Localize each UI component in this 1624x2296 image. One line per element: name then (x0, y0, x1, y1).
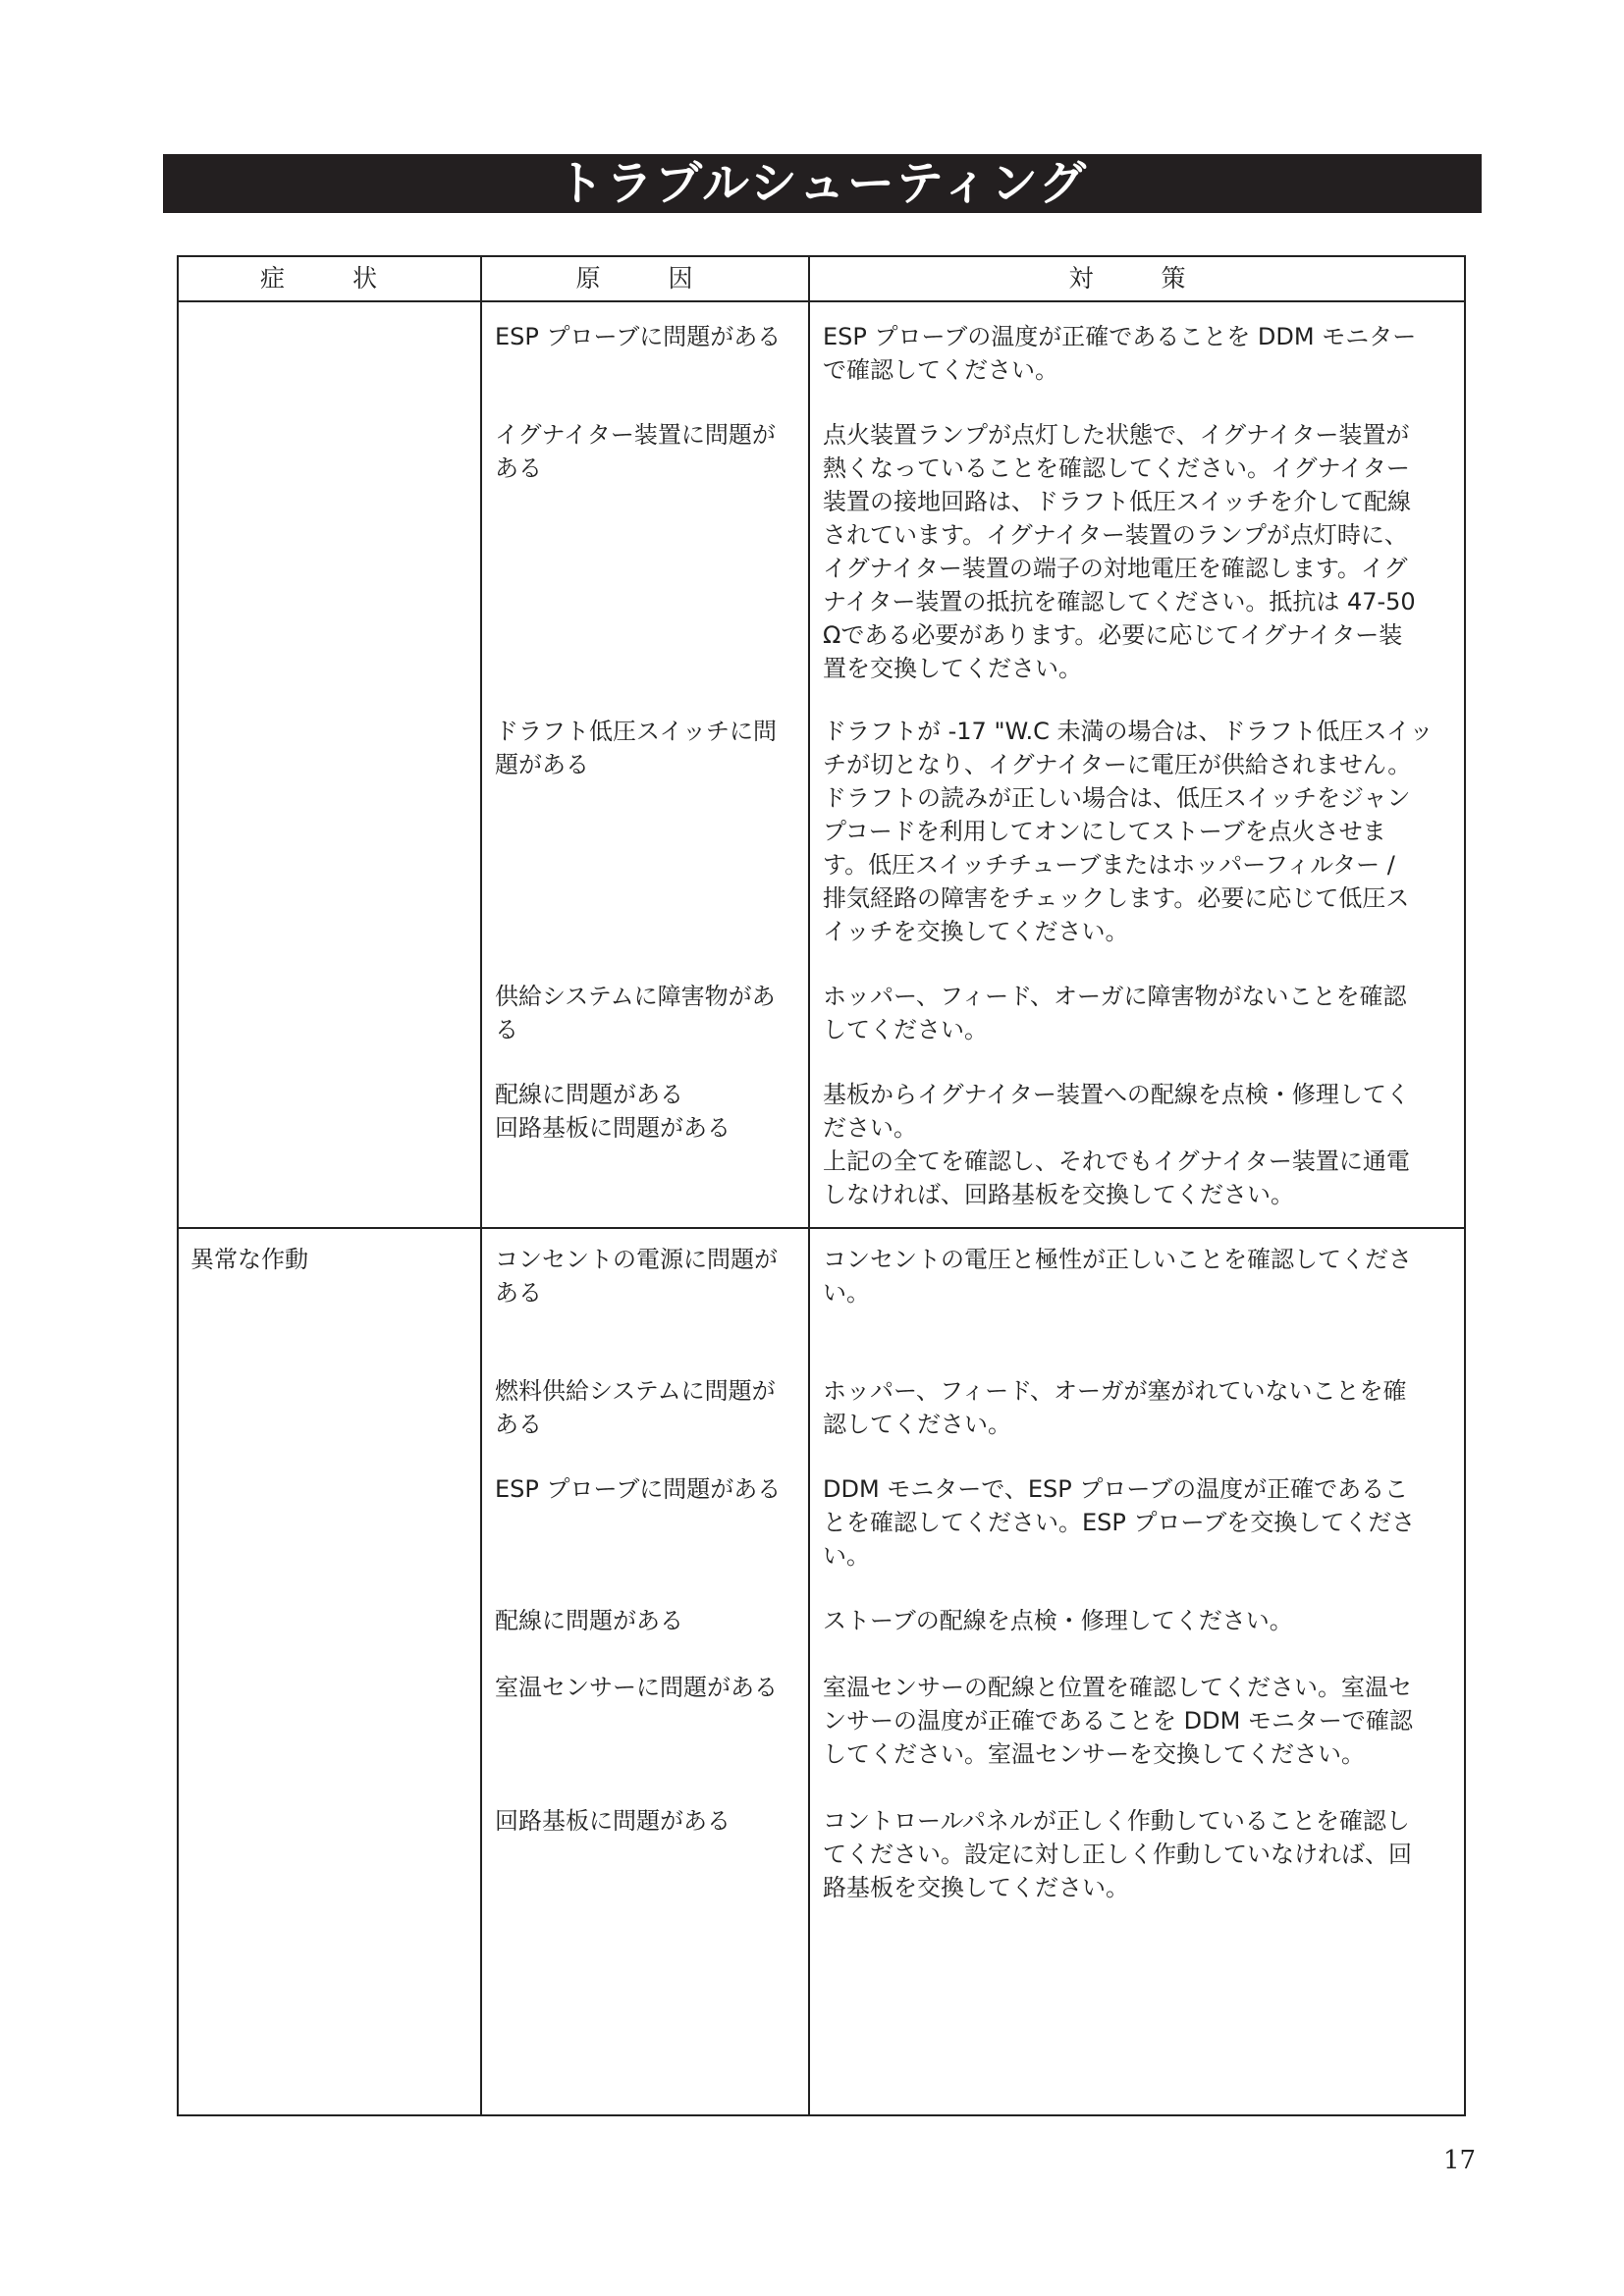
section-divider (179, 1227, 1464, 1229)
page-title: トラブルシューティング (163, 154, 1482, 213)
remedy-cell: ESP プローブの温度が正確であることを DDM モニター で確認してください。 (823, 323, 1417, 384)
remedy-cell: コンセントの電圧と極性が正しいことを確認してくださ い。 (823, 1246, 1412, 1307)
header-divider (179, 300, 1464, 302)
header-symptom: 症 状 (259, 264, 399, 293)
cause-cell: ESP プローブに問題がある (495, 323, 782, 350)
remedy-cell: ストーブの配線を点検・修理してください。 (823, 1607, 1293, 1634)
cause-cell: 配線に問題がある (495, 1607, 683, 1634)
remedy-cell: コントロールパネルが正しく作動していることを確認し てください。設定に対し正しく作動していなければ、回 路基板を交換してください。 (823, 1807, 1412, 1901)
cause-cell: 燃料供給システムに問題が ある (495, 1377, 776, 1438)
remedy-cell: 基板からイグナイター装置への配線を点検・修理してく ださい。 上記の全てを確認し、それでもイグナイター装置に通電 しなければ、回路基板を交換してください。 (823, 1081, 1410, 1208)
cause-cell: 室温センサーに問題がある (495, 1674, 778, 1701)
remedy-cell: ホッパー、フィード、オーガに障害物がないことを確認 してください。 (823, 983, 1407, 1043)
cause-cell: 供給システムに障害物があ る (495, 983, 776, 1043)
remedy-cell: ドラフトが -17 "W.C 未満の場合は、ドラフト低圧スイッ チが切となり、イグナイターに電圧が供給されません。 ドラフトの読みが正しい場合は、低圧スイッチをジャン プコードを利用してオンにしてストーブを点火させま す。低圧スイッチチューブまたはホッパーフィルター / 排気経路の障害をチェックします。必要に応じて低圧ス イッチを交換してください。 (823, 718, 1434, 945)
page-number: 17 (1443, 2146, 1477, 2175)
header-cause: 原 因 (575, 264, 715, 293)
remedy-cell: 室温センサーの配線と位置を確認してください。室温セ ンサーの温度が正確であることを DDM モニターで確認 してください。室温センサーを交換してください。 (823, 1674, 1413, 1768)
troubleshooting-table (177, 255, 1466, 2116)
column-divider (480, 257, 482, 2114)
cause-cell: 回路基板に問題がある (495, 1807, 731, 1835)
cause-cell: ドラフト低圧スイッチに問 題がある (495, 718, 778, 778)
cause-cell: ESP プローブに問題がある (495, 1475, 782, 1503)
symptom-cell: 異常な作動 (190, 1246, 308, 1273)
remedy-cell: 点火装置ランプが点灯した状態で、イグナイター装置が 熱くなっていることを確認してください。イグナイター 装置の接地回路は、ドラフト低圧スイッチを介して配線 されています。イグナイター装置のランプが点灯時に、 イグナイター装置の端子の対地電圧を確認します。イグ ナイター装置の抵抗を確認してください。抵抗は 47-50 Ωである必要があります。必要に応じてイグナイター装 置を交換してください。 (823, 421, 1416, 682)
remedy-cell: ホッパー、フィード、オーガが塞がれていないことを確 認してください。 (823, 1377, 1407, 1438)
remedy-cell: DDM モニターで、ESP プローブの温度が正確であるこ とを確認してください。ESP プローブを交換してくださ い。 (823, 1475, 1416, 1570)
header-remedy: 対 策 (1068, 264, 1208, 293)
column-divider (808, 257, 810, 2114)
cause-cell: コンセントの電源に問題が ある (495, 1246, 778, 1307)
cause-cell: 配線に問題がある 回路基板に問題がある (495, 1081, 731, 1142)
cause-cell: イグナイター装置に問題が ある (495, 421, 776, 482)
